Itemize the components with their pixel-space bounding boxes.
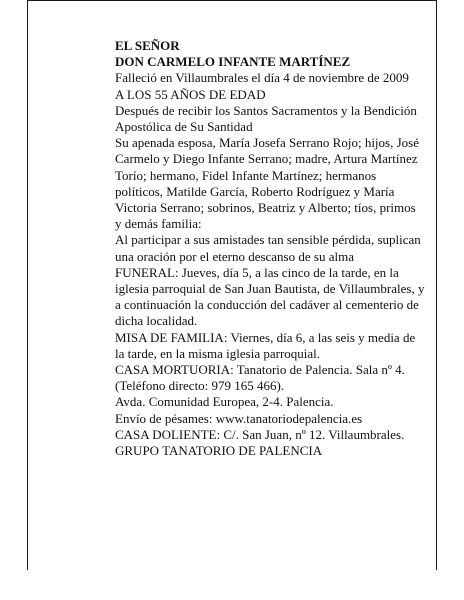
- family-paragraph: Su apenada esposa, María Josefa Serrano Rojo; hijos, José Carmelo y Diego Infante Serrano; madre, Artura Martínez Torío; hermano, Fidel Infante Martínez; hermanos políticos, Matilde García, Roberto Rodríguez y María Victoria Serrano; sobrinos, Beatriz y Alberto; tíos, primos y demás familia:: [115, 135, 419, 232]
- age-paragraph: A LOS 55 AÑOS DE EDAD: [115, 86, 266, 102]
- sacraments-paragraph: Después de recibir los Santos Sacramentos y la Bendición Apostólica de Su Santidad: [115, 102, 417, 135]
- condolences-paragraph: Envío de pésames: www.tanatoriodepalencia.es: [115, 410, 363, 426]
- funeral-home-name: GRUPO TANATORIO DE PALENCIA: [115, 443, 323, 459]
- deceased-name: DON CARMELO INFANTE MARTÍNEZ: [115, 54, 351, 70]
- mourning-house-paragraph: CASA DOLIENTE: C/. San Juan, nº 12. Villaumbrales.: [115, 426, 405, 442]
- obituary-notice: [115, 38, 425, 459]
- mortuary-paragraph: CASA MORTUORIA: Tanatorio de Palencia. Sala nº 4. (Teléfono directo: 979 165 466).: [115, 362, 405, 394]
- deceased-title: EL SEÑOR: [115, 38, 180, 53]
- funeral-paragraph: FUNERAL: Jueves, día 5, a las cinco de la tarde, en la iglesia parroquial de San Juan Bautista, de Villaumbrales, y a continuación la conducción del cadáver al cementerio de dicha localidad.: [115, 264, 425, 329]
- prayer-paragraph: Al participar a sus amistades tan sensible pérdida, suplican una oración por el eterno descanso de su alma: [115, 232, 421, 264]
- family-mass-paragraph: MISA DE FAMILIA: Viernes, día 6, a las seis y media de la tarde, en la misma iglesia parroquial.: [115, 329, 416, 361]
- death-date-paragraph: Falleció en Villaumbrales el día 4 de noviembre de 2009: [115, 70, 409, 86]
- address-paragraph: Avda. Comunidad Europea, 2-4. Palencia.: [115, 394, 334, 410]
